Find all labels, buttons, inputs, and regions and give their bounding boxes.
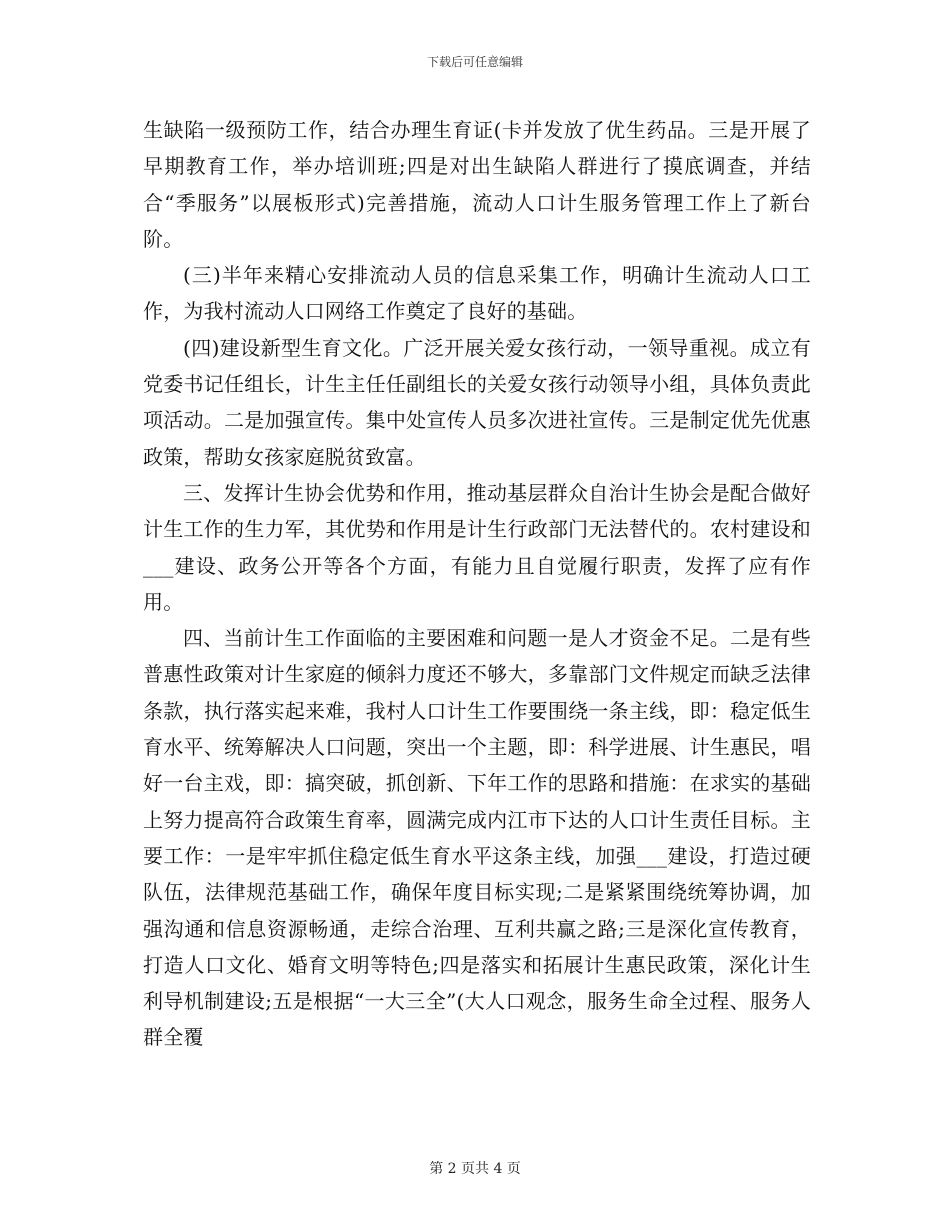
document-body [143, 112, 811, 1056]
paragraph-4: 三、发挥计生协会优势和作用，推动基层群众自治计生协会是配合做好计生工作的生力军，其优势和作用是计生行政部门无法替代的。农村建设和___建设、政务公开等各个方面，有能力且自觉履行职责，发挥了应有作用。 [143, 480, 811, 614]
page-header-note: 下载后可任意编辑 [426, 55, 523, 69]
paragraph-5: 四、当前计生工作面临的主要困难和问题一是人才资金不足。二是有些普惠性政策对计生家庭的倾斜力度还不够大，多靠部门文件规定而缺乏法律条款，执行落实起来难，我村人口计生工作要围绕一条主线，即：稳定低生育水平、统筹解决人口问题，突出一个主题，即：科学进展、计生惠民，唱好一台主戏，即：搞突破，抓创新、下年工作的思路和措施：在求实的基础上努力提高符合政策生育率，圆满完成内江市下达的人口计生责任目标。主要工作：一是牢牢抓住稳定低生育水平这条主线，加强___建设，打造过硬队伍，法律规范基础工作，确保年度目标实现;二是紧紧围绕统筹协调，加强沟通和信息资源畅通，走综合治理、互利共赢之路;三是深化宣传教育，打造人口文化、婚育文明等特色;四是落实和拓展计生惠民政策，深化计生利导机制建设;五是根据“一大三全”(大人口观念，服务生命全过程、服务人群全覆 [143, 626, 811, 1050]
paragraph-2: (三)半年来精心安排流动人员的信息采集工作，明确计生流动人口工作，为我村流动人口网络工作奠定了良好的基础。 [143, 263, 811, 324]
page-number-footer: 第 2 页共 4 页 [429, 1161, 521, 1177]
paragraph-1: 生缺陷一级预防工作，结合办理生育证(卡并发放了优生药品。三是开展了早期教育工作，举办培训班;四是对出生缺陷人群进行了摸底调查，并结合“季服务”以展板形式)完善措施，流动人口计生服务管理工作上了新台阶。 [143, 118, 811, 251]
paragraph-3: (四)建设新型生育文化。广泛开展关爱女孩行动，一领导重视。成立有党委书记任组长，计生主任任副组长的关爱女孩行动领导小组，具体负责此项活动。二是加强宣传。集中处宣传人员多次进社宣传。三是制定优先优惠政策，帮助女孩家庭脱贫致富。 [143, 335, 811, 469]
